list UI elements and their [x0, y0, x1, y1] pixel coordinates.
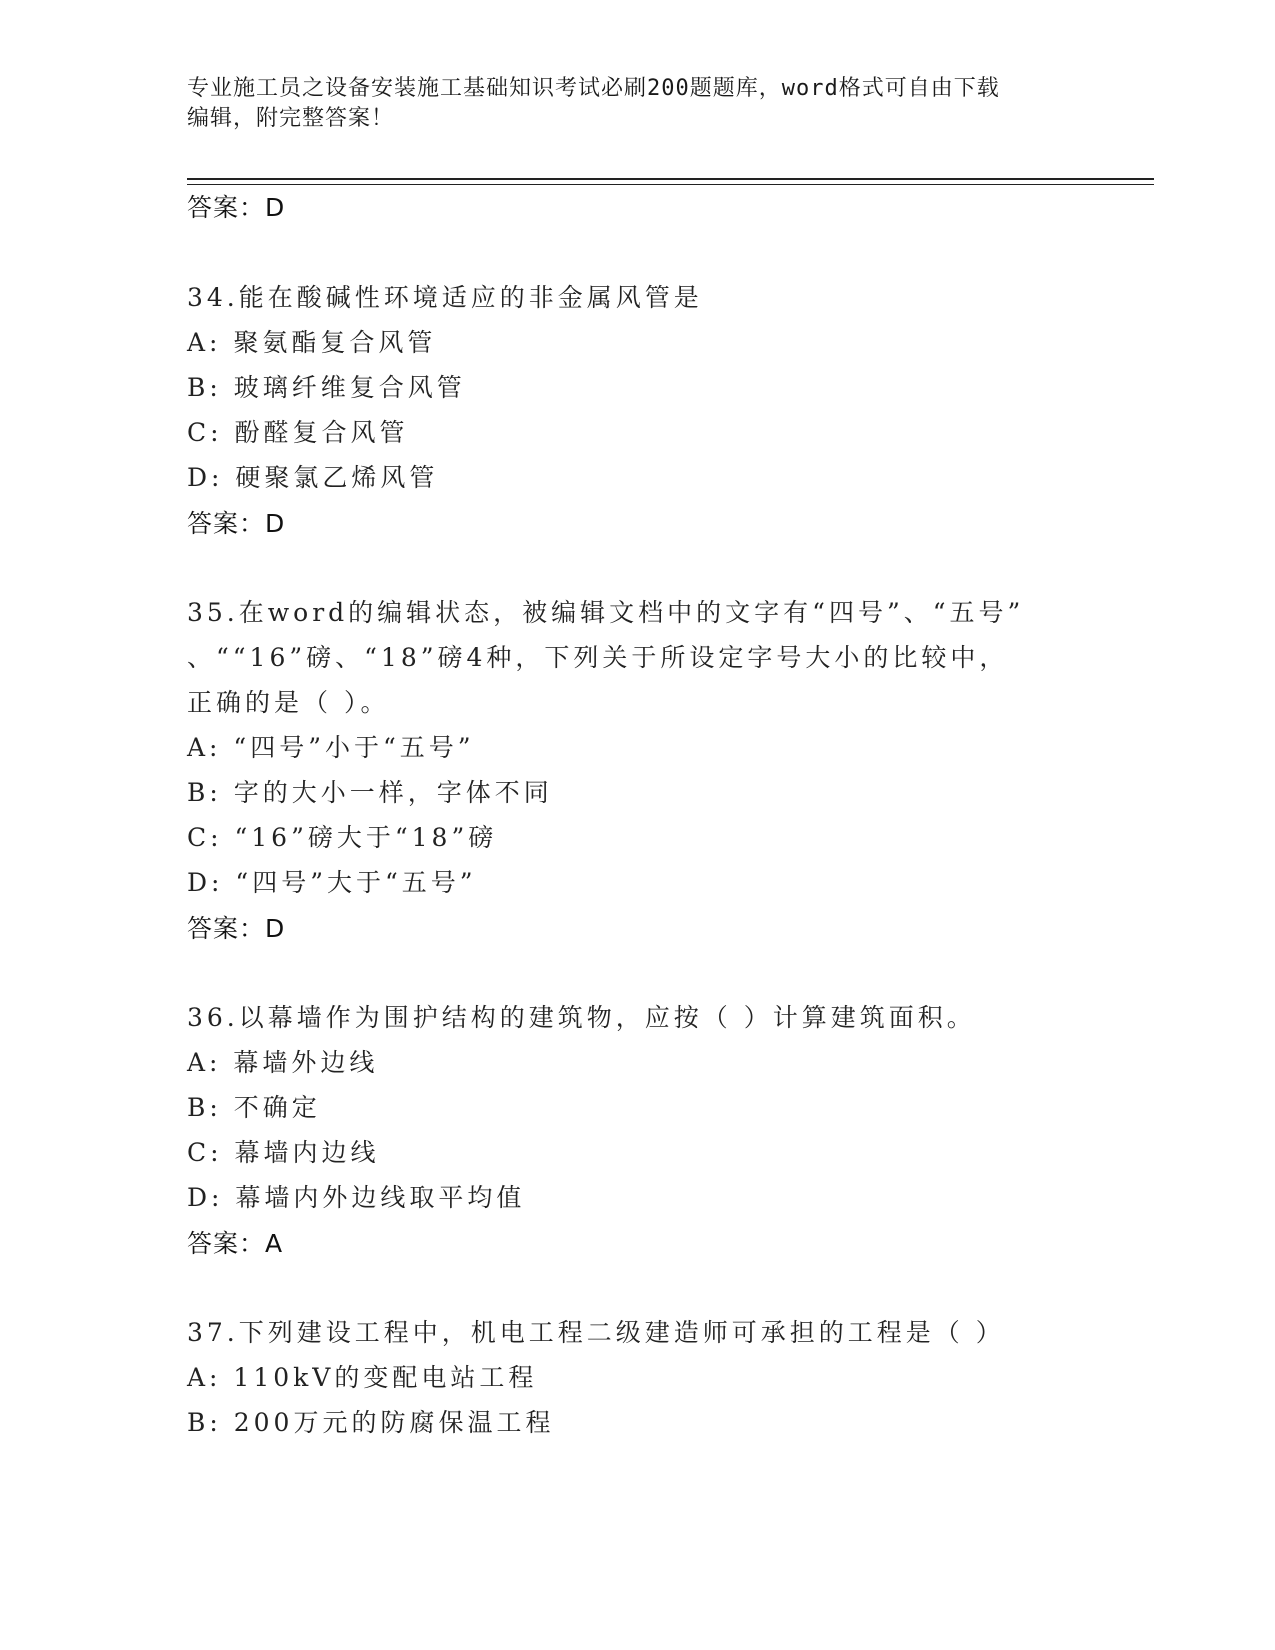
- header-divider-thin: [187, 184, 1154, 185]
- question-36-option-a: A: 幕墙外边线: [187, 1048, 379, 1077]
- question-34-option-d: D: 硬聚氯乙烯风管: [187, 463, 439, 492]
- question-37-stem: 37.下列建设工程中，机电工程二级建造师可承担的工程是（ ）: [187, 1318, 1005, 1347]
- question-35-stem-line-1: 35.在word的编辑状态，被编辑文档中的文字有“四号”、“五号”: [187, 598, 1025, 627]
- question-35-option-b: B: 字的大小一样，字体不同: [187, 778, 553, 807]
- question-35-answer: 答案：D: [187, 914, 286, 943]
- question-37-option-b: B: 200万元的防腐保温工程: [187, 1408, 555, 1437]
- question-35-option-a: A: “四号”小于“五号”: [187, 733, 475, 762]
- question-35-option-c: C: “16”磅大于“18”磅: [187, 823, 498, 852]
- question-35-option-d: D: “四号”大于“五号”: [187, 868, 477, 897]
- question-34-option-a: A: 聚氨酯复合风管: [187, 328, 437, 357]
- question-35-stem-line-3: 正确的是（ ）。: [187, 688, 390, 717]
- question-36-option-d: D: 幕墙内外边线取平均值: [187, 1183, 526, 1212]
- question-36-option-b: B: 不确定: [187, 1093, 321, 1122]
- question-34-option-b: B: 玻璃纤维复合风管: [187, 373, 466, 402]
- question-36-option-c: C: 幕墙内边线: [187, 1138, 380, 1167]
- document-header: [187, 74, 1087, 134]
- question-37-option-a: A: 110kV的变配电站工程: [187, 1363, 538, 1392]
- question-34-stem: 34.能在酸碱性环境适应的非金属风管是: [187, 283, 703, 312]
- question-34-option-c: C: 酚醛复合风管: [187, 418, 409, 447]
- question-34-answer: 答案：D: [187, 509, 286, 538]
- header-line-1: 专业施工员之设备安装施工基础知识考试必刷200题题库，word格式可自由下载: [187, 76, 1000, 101]
- question-36-stem: 36.以幕墙作为围护结构的建筑物，应按（ ）计算建筑面积。: [187, 1003, 976, 1032]
- header-divider-thick: [187, 178, 1154, 180]
- question-35-stem-line-2: 、““16”磅、“18”磅4种，下列关于所设定字号大小的比较中，: [187, 643, 1009, 672]
- previous-answer: 答案：D: [187, 193, 286, 222]
- header-line-2: 编辑，附完整答案！: [187, 106, 395, 131]
- question-36-answer: 答案：A: [187, 1229, 284, 1258]
